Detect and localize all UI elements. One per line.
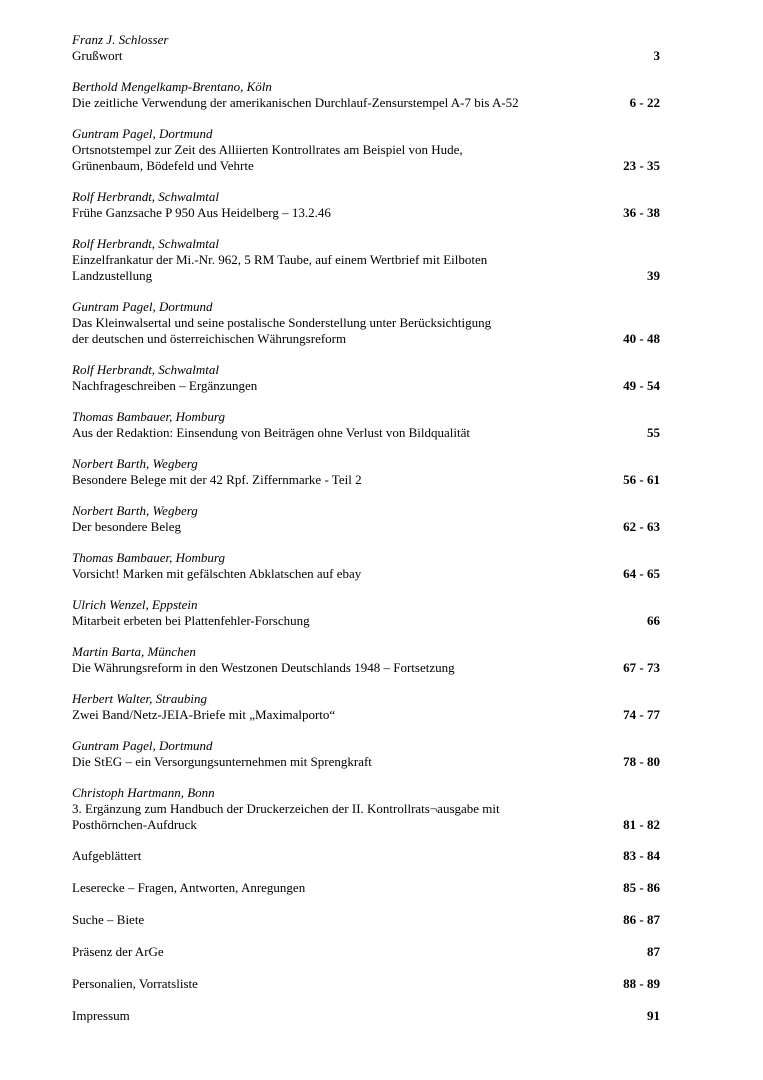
toc-entry-author: Herbert Walter, Straubing [72, 691, 207, 706]
toc-entry-pages: 74 - 77 [623, 707, 660, 722]
toc-entry-pages: 78 - 80 [623, 754, 660, 769]
toc-entry-title-line: 3. Ergänzung zum Handbuch der Druckerzeichen der II. Kontrollrats¬ausgabe mit [72, 801, 500, 816]
toc-entry-title-line: Die StEG – ein Versorgungsunternehmen mit Sprengkraft [72, 754, 372, 769]
toc-entry-pages: 36 - 38 [623, 205, 660, 220]
toc-entry-title-line: der deutschen und österreichischen Währungsreform [72, 331, 347, 346]
toc-entry-pages: 56 - 61 [623, 472, 660, 487]
toc-entry-pages: 81 - 82 [623, 817, 660, 832]
toc-entry [72, 79, 660, 111]
toc-entry-pages: 3 [653, 48, 660, 63]
toc-entry-author: Christoph Hartmann, Bonn [72, 785, 215, 800]
toc-entry [72, 738, 660, 770]
toc-entry-title-line: Personalien, Vorratsliste [72, 976, 198, 991]
toc-entry-pages: 88 - 89 [623, 976, 660, 991]
toc-entry [72, 785, 660, 833]
toc-entry-title-line: Grußwort [72, 48, 123, 63]
toc-entry-author: Guntram Pagel, Dortmund [72, 299, 213, 314]
table-of-contents [72, 32, 660, 1040]
toc-entry-title-line: Impressum [72, 1008, 130, 1023]
toc-entry-author: Rolf Herbrandt, Schwalmtal [72, 362, 219, 377]
toc-entry [72, 880, 660, 896]
toc-entry [72, 409, 660, 441]
toc-entry-title-line: Die zeitliche Verwendung der amerikanischen Durchlauf-Zensurstempel A-7 bis A-52 [72, 95, 519, 110]
toc-entry-author: Norbert Barth, Wegberg [72, 503, 198, 518]
toc-entry-pages: 55 [647, 425, 660, 440]
toc-entry-pages: 85 - 86 [623, 880, 660, 895]
toc-entry-pages: 62 - 63 [623, 519, 660, 534]
toc-entry-title-line: Vorsicht! Marken mit gefälschten Abklatschen auf ebay [72, 566, 362, 581]
toc-entry [72, 189, 660, 221]
toc-entry-title-line: Zwei Band/Netz-JEIA-Briefe mit „Maximalporto“ [72, 707, 336, 722]
toc-entry-title-line: Besondere Belege mit der 42 Rpf. Ziffernmarke - Teil 2 [72, 472, 362, 487]
toc-entry [72, 503, 660, 535]
toc-entry-author: Guntram Pagel, Dortmund [72, 738, 213, 753]
toc-entry [72, 944, 660, 960]
toc-entry [72, 299, 660, 347]
toc-entry-title-line: Frühe Ganzsache P 950 Aus Heidelberg – 13.2.46 [72, 205, 331, 220]
toc-entry [72, 236, 660, 284]
toc-entry-title-line: Mitarbeit erbeten bei Plattenfehler-Forschung [72, 613, 310, 628]
toc-entry-title-line: Leserecke – Fragen, Antworten, Anregungen [72, 880, 306, 895]
toc-entry-title-line: Das Kleinwalsertal und seine postalische Sonderstellung unter Berücksichtigung [72, 315, 492, 330]
toc-entry-pages: 91 [647, 1008, 660, 1023]
toc-entry [72, 456, 660, 488]
toc-entry [72, 362, 660, 394]
toc-entry-pages: 66 [647, 613, 660, 628]
toc-entry-title-line: Suche – Biete [72, 912, 145, 927]
toc-entry-title-line: Nachfrageschreiben – Ergänzungen [72, 378, 258, 393]
toc-entry [72, 32, 660, 64]
toc-entry-pages: 86 - 87 [623, 912, 660, 927]
toc-entry-author: Rolf Herbrandt, Schwalmtal [72, 189, 219, 204]
toc-entry-pages: 40 - 48 [623, 331, 660, 346]
toc-entry [72, 912, 660, 928]
toc-entry [72, 848, 660, 864]
toc-entry-pages: 6 - 22 [629, 95, 660, 110]
toc-entry [72, 1008, 660, 1024]
toc-entry-pages: 87 [647, 944, 660, 959]
toc-entry-title-line: Posthörnchen-Aufdruck [72, 817, 197, 832]
toc-entry-title-line: Ortsnotstempel zur Zeit des Alliierten Kontrollrates am Beispiel von Hude, [72, 142, 463, 157]
toc-entry-author: Franz J. Schlosser [72, 32, 169, 47]
toc-entry [72, 976, 660, 992]
toc-entry-title-line: Einzelfrankatur der Mi.-Nr. 962, 5 RM Taube, auf einem Wertbrief mit Eilboten [72, 252, 488, 267]
toc-entry [72, 644, 660, 676]
toc-entry [72, 691, 660, 723]
toc-entry-author: Thomas Bambauer, Homburg [72, 409, 225, 424]
toc-entry-pages: 64 - 65 [623, 566, 660, 581]
toc-entry [72, 597, 660, 629]
toc-entry-author: Thomas Bambauer, Homburg [72, 550, 225, 565]
toc-entry-title-line: Präsenz der ArGe [72, 944, 164, 959]
toc-entry-author: Ulrich Wenzel, Eppstein [72, 597, 198, 612]
toc-entry-pages: 67 - 73 [623, 660, 660, 675]
toc-entry-author: Guntram Pagel, Dortmund [72, 126, 213, 141]
toc-entry-pages: 23 - 35 [623, 158, 660, 173]
toc-entry-title-line: Aufgeblättert [72, 848, 142, 863]
toc-entry-pages: 39 [647, 268, 660, 283]
toc-entry-author: Norbert Barth, Wegberg [72, 456, 198, 471]
toc-entry-title-line: Der besondere Beleg [72, 519, 182, 534]
toc-entry-author: Berthold Mengelkamp-Brentano, Köln [72, 79, 272, 94]
toc-entry-title-line: Die Währungsreform in den Westzonen Deutschlands 1948 – Fortsetzung [72, 660, 455, 675]
toc-entry-author: Martin Barta, München [72, 644, 196, 659]
toc-entry-pages: 49 - 54 [623, 378, 660, 393]
toc-entry-title-line: Grünenbaum, Bödefeld und Vehrte [72, 158, 254, 173]
toc-entry [72, 550, 660, 582]
toc-entry-pages: 83 - 84 [623, 848, 660, 863]
toc-entry-author: Rolf Herbrandt, Schwalmtal [72, 236, 219, 251]
toc-entry [72, 126, 660, 174]
toc-entry-title-line: Aus der Redaktion: Einsendung von Beiträgen ohne Verlust von Bildqualität [72, 425, 471, 440]
toc-entry-title-line: Landzustellung [72, 268, 153, 283]
